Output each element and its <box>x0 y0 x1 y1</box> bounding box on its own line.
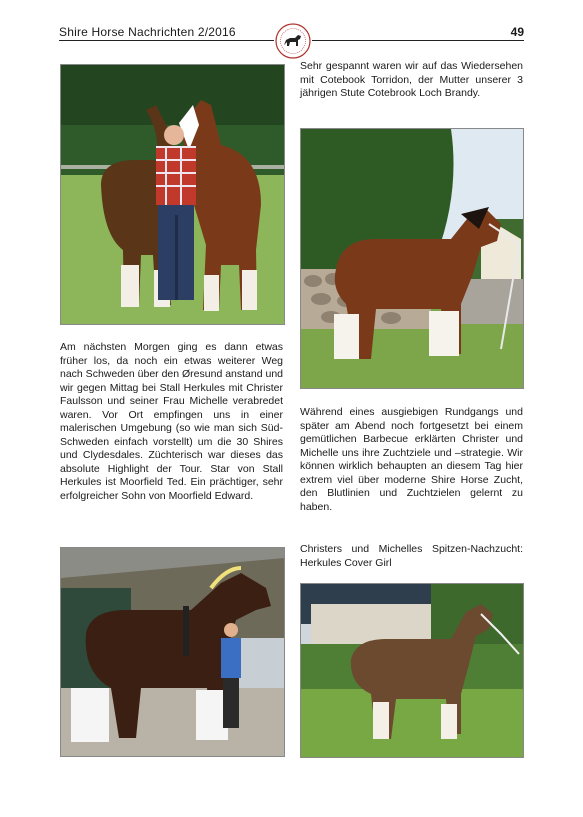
text-block-cover-girl <box>300 543 523 570</box>
paragraph: Während eines ausgiebigen Rundgangs und später am Abend noch fortgesetzt bei einem gemütlichen Barbecue erklärten Christer und Michelle uns ihre Zuchtziele und –strategie. Wir können wirklich behaupten an diesem Tag hier extrem viel über moderne Shire Horse Zucht, den Blutlinien und Zuchtzielen gelernt zu haben. <box>300 406 523 513</box>
paragraph: Am nächsten Morgen ging es dann etwas früher los, da noch ein etwas weiterer Weg nach Schweden über den Øresund anstand und wir gegen Mittag bei Stall Herkules mit Christer Faulsson und seiner Frau Michelle verabredet waren. Vor Ort empfingen uns in einer malerischen Umgebung (so wie man sich Süd-Schweden einfach vorstellt) um die 30 Shires und Clydesdales. Züchterisch war dieses das absolute Highlight der Tour. Star von Stall Herkules ist Moorfield Ted. Ein prächtiger, sehr erfolgreicher Sohn von Moorfield Edward. <box>60 341 283 502</box>
page-number: 49 <box>510 25 524 39</box>
paragraph: Christers und Michelles Spitzen-Nachzucht: Herkules Cover Girl <box>300 543 523 569</box>
photo-man-with-horses <box>60 64 285 325</box>
magazine-title: Shire Horse Nachrichten 2/2016 <box>59 25 236 39</box>
photo-bay-horse-stone-wall <box>300 128 524 389</box>
photo-moorfield-ted <box>60 547 285 757</box>
text-block-rundgang <box>300 406 523 514</box>
paragraph: Sehr gespannt waren wir auf das Wiedersehen mit Cotebook Torridon, der Mutter unserer 3 jährigen Stute Cotebrook Loch Brandy. <box>300 60 523 99</box>
photo-herkules-cover-girl <box>300 583 524 758</box>
shire-horse-society-seal-icon <box>274 22 312 60</box>
text-block-herkules-visit <box>60 341 283 503</box>
text-block-torridon <box>300 60 523 101</box>
